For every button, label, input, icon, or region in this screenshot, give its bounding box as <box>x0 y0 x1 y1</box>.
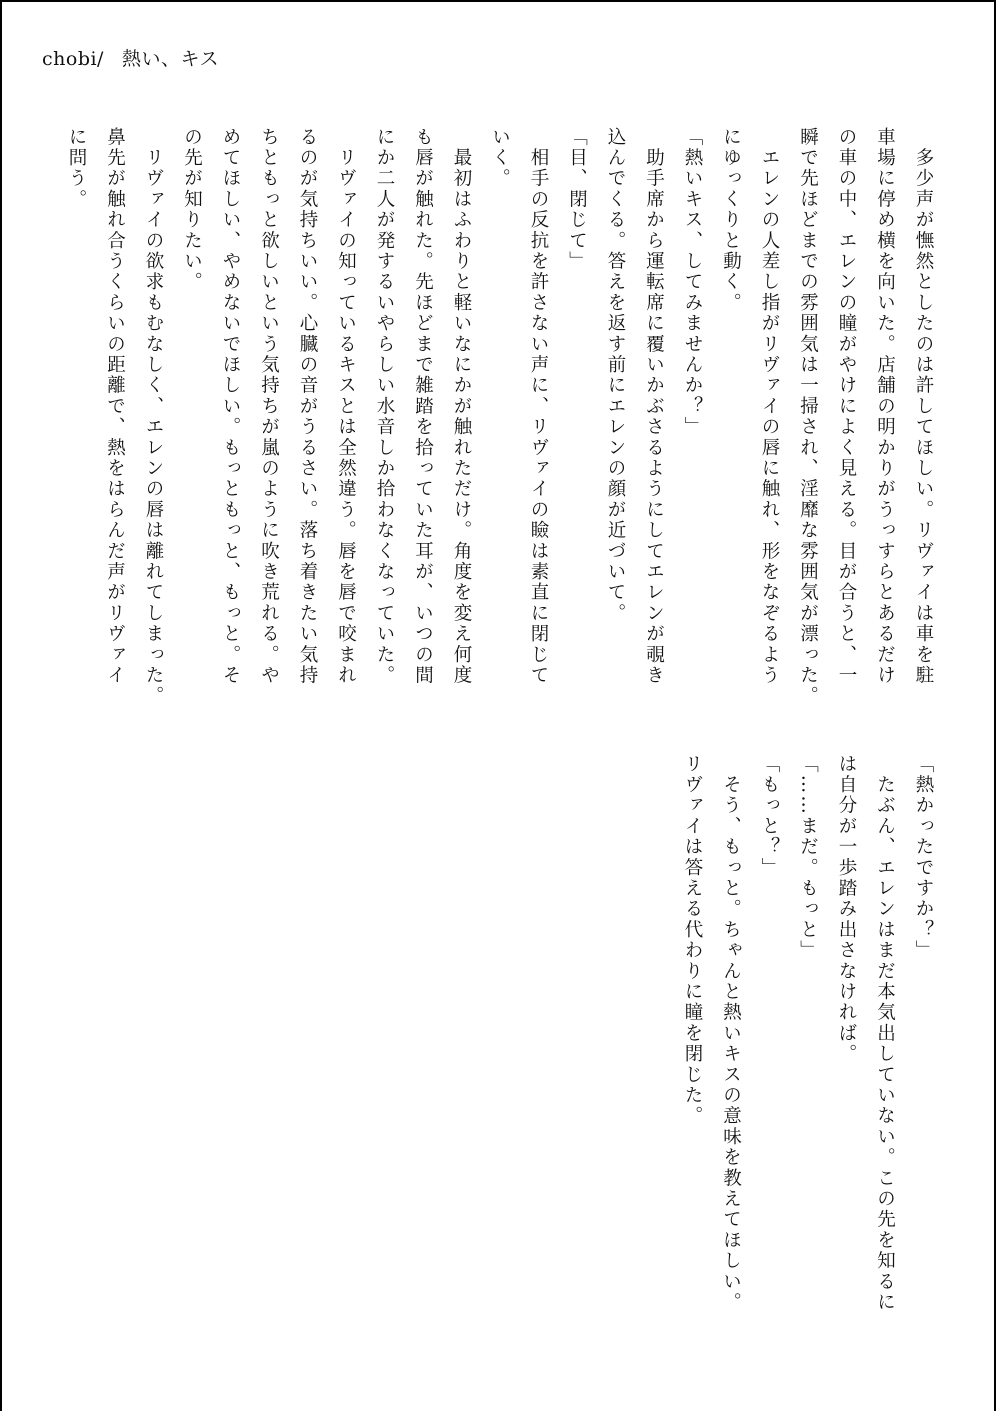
text-column: 瞬で先ほどまでの雰囲気は一掃され、淫靡な雰囲気が漂った。 <box>797 127 819 707</box>
text-column: 「もっと？」 <box>759 754 780 879</box>
text-column: 多少声が憮然としたのは許してほしい。リヴァイは車を駐 <box>913 127 934 686</box>
text-column: 相手の反抗を許さない声に、リヴァイの瞼は素直に閉じて <box>528 127 549 686</box>
text-column: にゆっくりと動く。 <box>720 127 742 314</box>
text-block-top <box>57 127 943 717</box>
text-column: エレンの人差し指がリヴァイの唇に触れ、形をなぞるよう <box>759 127 780 686</box>
text-column: ちともっと欲しいという気持ちが嵐のように吹き荒れる。や <box>258 127 280 686</box>
text-column: 最初はふわりと軽いなにかが触れただけ。角度を変え何度 <box>451 127 472 686</box>
text-column: にか二人が発するいやらしい水音しか拾わなくなっていた。 <box>374 127 395 686</box>
text-column: に問う。 <box>66 127 87 210</box>
text-column: リヴァイの欲求もむなしく、エレンの唇は離れてしまった。 <box>143 127 164 707</box>
text-column: は自分が一歩踏み出さなければ。 <box>836 754 857 1065</box>
text-column: 「熱いキス、してみませんか？」 <box>682 127 703 438</box>
text-column: るのが気持ちいい。心臓の音がうるさい。落ち着きたい気持 <box>297 127 318 686</box>
text-column: いく。 <box>489 127 511 190</box>
text-column: リヴァイは答える代わりに瞳を閉じた。 <box>682 754 703 1127</box>
text-column: の車の中、エレンの瞳がやけによく見える。目が合うと、一 <box>836 127 857 686</box>
text-column: 助手席から運転席に覆いかぶさるようにしてエレンが覗き <box>643 127 665 686</box>
text-column: 「……まだ。もっと」 <box>797 754 819 961</box>
text-column: そう、もっと。ちゃんと熱いキスの意味を教えてほしい。 <box>720 754 742 1313</box>
text-column: も唇が触れた。先ほどまで雑踏を拾っていた耳が、いつの間 <box>412 127 434 686</box>
text-column: 「熱かったですか？」 <box>913 754 934 961</box>
text-column: 込んでくる。答えを返す前にエレンの顔が近づいて。 <box>605 127 626 624</box>
story-title: 熱い、キス <box>121 48 220 70</box>
text-column: リヴァイの知っているキスとは全然違う。唇を唇で咬まれ <box>335 127 357 686</box>
page-header <box>42 44 219 71</box>
text-column: 車場に停め横を向いた。店舗の明かりがうっすらとあるだけ <box>874 127 896 686</box>
text-column: めてほしい、やめないでほしい。もっともっと、もっと。そ <box>220 127 241 686</box>
text-column: たぶん、エレンはまだ本気出していない。この先を知るに <box>874 754 896 1313</box>
author-name: chobi/ <box>42 48 104 70</box>
text-column: 「目、閉じて」 <box>566 127 588 272</box>
text-column: 鼻先が触れ合うくらいの距離で、熱をはらんだ声がリヴァイ <box>104 127 126 686</box>
text-column: の先が知りたい。 <box>181 127 203 293</box>
text-block-bottom <box>673 754 943 1354</box>
